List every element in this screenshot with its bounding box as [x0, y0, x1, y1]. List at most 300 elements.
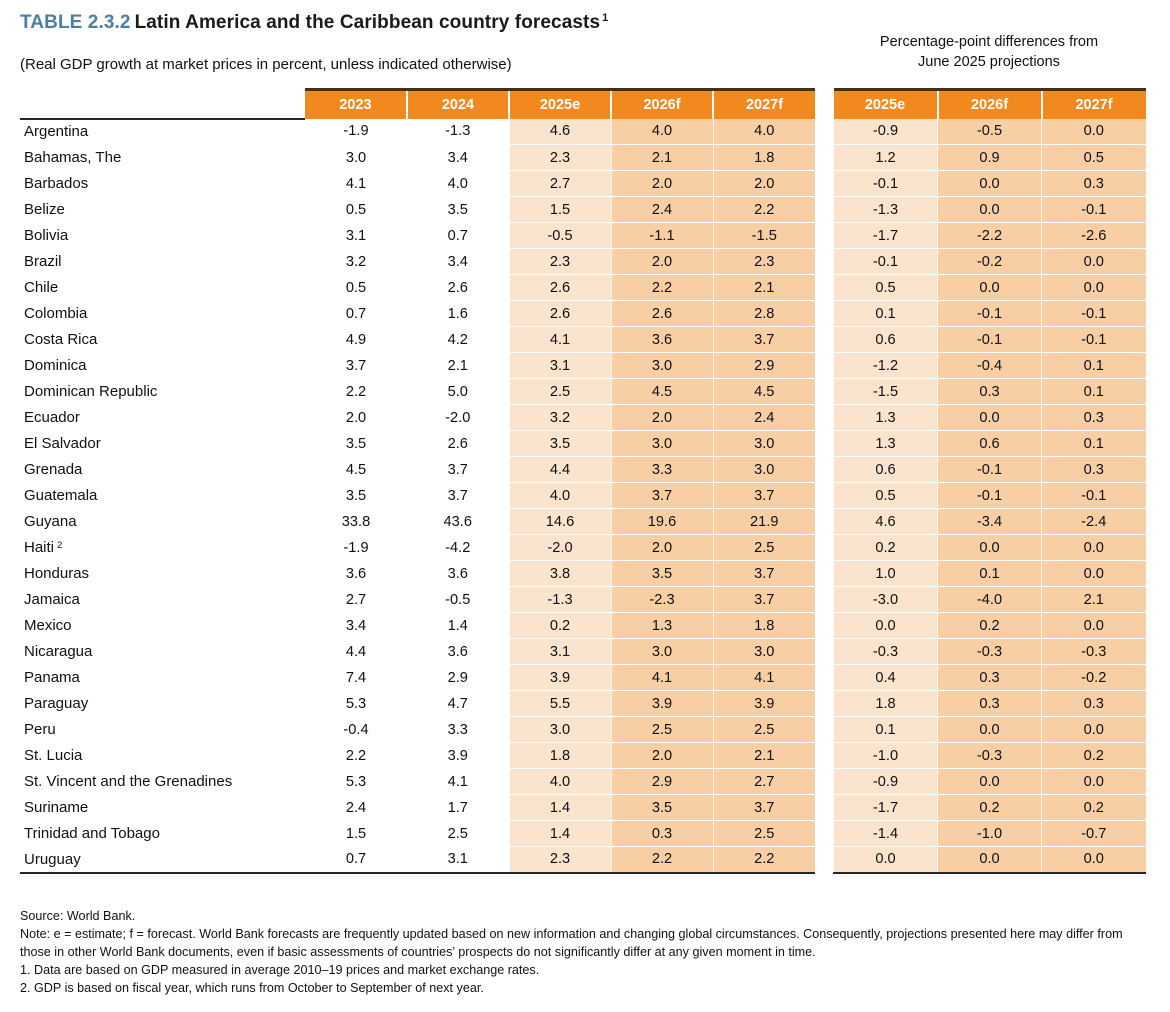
footnote-2: 2. GDP is based on fiscal year, which runs from October to September of next year. [20, 980, 484, 995]
diff-row [834, 821, 1146, 847]
country-name: Chile [20, 275, 305, 301]
country-name: Argentina [20, 119, 305, 145]
column-header-2023: 2023 [305, 90, 407, 119]
value-cell: 4.4 [509, 457, 611, 483]
country-name: Dominican Republic [20, 379, 305, 405]
diff-row [834, 691, 1146, 717]
value-cell: 2.3 [509, 145, 611, 171]
diff-row [834, 535, 1146, 561]
diff-cell: 0.0 [938, 717, 1042, 743]
table-number: TABLE 2.3.2 [20, 12, 131, 33]
value-cell: 3.7 [713, 483, 815, 509]
diff-cell: -0.3 [1042, 639, 1146, 665]
value-cell: 0.7 [305, 847, 407, 873]
value-cell: 3.0 [611, 353, 713, 379]
value-cell: 14.6 [509, 509, 611, 535]
country-name: Jamaica [20, 587, 305, 613]
value-cell: 3.1 [305, 223, 407, 249]
value-cell: 0.2 [509, 613, 611, 639]
diff-cell: -0.3 [938, 743, 1042, 769]
value-cell: 2.4 [611, 197, 713, 223]
country-name: Panama [20, 665, 305, 691]
diff-cell: -4.0 [938, 587, 1042, 613]
value-cell: 3.9 [407, 743, 509, 769]
diff-cell: 0.3 [938, 665, 1042, 691]
value-cell: 4.1 [305, 171, 407, 197]
value-cell: 2.2 [611, 275, 713, 301]
value-cell: 2.6 [509, 301, 611, 327]
value-cell: 3.4 [407, 145, 509, 171]
diff-cell: 1.8 [834, 691, 938, 717]
value-cell: 2.3 [509, 847, 611, 873]
value-cell: 2.5 [713, 717, 815, 743]
diff-cell: 0.0 [1042, 561, 1146, 587]
table-row [20, 249, 815, 275]
diff-cell: -1.4 [834, 821, 938, 847]
diff-cell: -0.1 [1042, 483, 1146, 509]
value-cell: 2.1 [713, 743, 815, 769]
value-cell: 2.6 [611, 301, 713, 327]
value-cell: 3.2 [305, 249, 407, 275]
diff-cell: 0.9 [938, 145, 1042, 171]
value-cell: -1.9 [305, 119, 407, 145]
value-cell: -2.0 [509, 535, 611, 561]
diff-cell: -2.4 [1042, 509, 1146, 535]
value-cell: 4.1 [713, 665, 815, 691]
country-name: Bahamas, The [20, 145, 305, 171]
diff-cell: -0.1 [938, 457, 1042, 483]
value-cell: 3.0 [713, 431, 815, 457]
value-cell: 33.8 [305, 509, 407, 535]
value-cell: -0.4 [305, 717, 407, 743]
country-name: Haiti $^2$ [20, 535, 305, 561]
diff-cell: -0.5 [938, 119, 1042, 145]
value-cell: 4.5 [305, 457, 407, 483]
country-name: Trinidad and Tobago [20, 821, 305, 847]
diff-column-header-2025e: 2025e [834, 90, 938, 119]
table-row [20, 795, 815, 821]
value-cell: 3.4 [305, 613, 407, 639]
country-name: Guyana [20, 509, 305, 535]
value-cell: 3.5 [305, 431, 407, 457]
table-row [20, 535, 815, 561]
diff-table-body [834, 119, 1146, 873]
table-row [20, 119, 815, 145]
value-cell: 3.6 [407, 561, 509, 587]
tables-container [20, 88, 1146, 874]
diff-cell: -0.2 [1042, 665, 1146, 691]
value-cell: 2.0 [611, 249, 713, 275]
country-name: Costa Rica [20, 327, 305, 353]
table-row [20, 197, 815, 223]
value-cell: 3.0 [305, 145, 407, 171]
value-cell: 5.3 [305, 691, 407, 717]
value-cell: 3.1 [509, 353, 611, 379]
diff-cell: 0.0 [938, 197, 1042, 223]
value-cell: 3.7 [305, 353, 407, 379]
diff-row [834, 639, 1146, 665]
diff-cell: 0.5 [834, 275, 938, 301]
diff-row [834, 145, 1146, 171]
diff-cell: -0.1 [938, 483, 1042, 509]
value-cell: 3.2 [509, 405, 611, 431]
table-row [20, 379, 815, 405]
value-cell: 1.8 [713, 145, 815, 171]
diff-cell: 0.0 [938, 171, 1042, 197]
value-cell: 2.1 [611, 145, 713, 171]
diff-cell: -0.1 [1042, 301, 1146, 327]
value-cell: 2.2 [713, 847, 815, 873]
diff-cell: 0.2 [1042, 795, 1146, 821]
diff-cell: 0.1 [834, 717, 938, 743]
table-row [20, 561, 815, 587]
diff-row [834, 301, 1146, 327]
diff-cell: 0.2 [1042, 743, 1146, 769]
diff-row [834, 795, 1146, 821]
value-cell: 5.3 [305, 769, 407, 795]
diff-row [834, 483, 1146, 509]
diff-cell: -2.2 [938, 223, 1042, 249]
diff-cell: -0.9 [834, 769, 938, 795]
table-row [20, 821, 815, 847]
table-row [20, 847, 815, 873]
diff-row [834, 717, 1146, 743]
value-cell: 3.8 [509, 561, 611, 587]
value-cell: 2.9 [407, 665, 509, 691]
value-cell: 4.9 [305, 327, 407, 353]
diff-cell: -0.1 [834, 171, 938, 197]
value-cell: 3.0 [713, 457, 815, 483]
diff-row [834, 613, 1146, 639]
table-row [20, 691, 815, 717]
country-name: Bolivia [20, 223, 305, 249]
value-cell: 4.4 [305, 639, 407, 665]
table-row [20, 509, 815, 535]
diff-cell: -1.5 [834, 379, 938, 405]
diff-header-row [834, 90, 1146, 119]
table-row [20, 483, 815, 509]
value-cell: 0.5 [305, 197, 407, 223]
value-cell: 1.5 [509, 197, 611, 223]
table-row [20, 327, 815, 353]
forecast-table [20, 88, 815, 874]
diff-cell: 0.0 [1042, 769, 1146, 795]
value-cell: 4.1 [509, 327, 611, 353]
forecast-table-body [20, 119, 815, 873]
diff-cell: -1.0 [938, 821, 1042, 847]
diff-cell: 0.1 [1042, 379, 1146, 405]
country-name: St. Vincent and the Grenadines [20, 769, 305, 795]
value-cell: 2.0 [305, 405, 407, 431]
diff-row [834, 223, 1146, 249]
diff-cell: -0.3 [938, 639, 1042, 665]
value-cell: 3.9 [611, 691, 713, 717]
value-cell: 3.6 [611, 327, 713, 353]
value-cell: 3.6 [305, 561, 407, 587]
diff-cell: 0.3 [1042, 691, 1146, 717]
value-cell: 3.5 [407, 197, 509, 223]
table-row [20, 743, 815, 769]
diff-cell: -0.1 [1042, 327, 1146, 353]
value-cell: 0.5 [305, 275, 407, 301]
diff-row [834, 119, 1146, 145]
value-cell: 4.7 [407, 691, 509, 717]
diff-cell: 0.0 [1042, 275, 1146, 301]
diff-cell: 2.1 [1042, 587, 1146, 613]
country-name: Guatemala [20, 483, 305, 509]
value-cell: 3.6 [407, 639, 509, 665]
value-cell: 2.2 [713, 197, 815, 223]
country-name: Dominica [20, 353, 305, 379]
value-cell: 1.5 [305, 821, 407, 847]
value-cell: 2.4 [713, 405, 815, 431]
diff-cell: 0.1 [938, 561, 1042, 587]
diff-cell: 0.3 [1042, 457, 1146, 483]
value-cell: 7.4 [305, 665, 407, 691]
diff-cell: 0.0 [834, 847, 938, 873]
value-cell: 0.7 [407, 223, 509, 249]
diff-cell: -0.7 [1042, 821, 1146, 847]
header-row [20, 90, 815, 119]
diff-row [834, 379, 1146, 405]
diff-row [834, 249, 1146, 275]
diff-cell: 0.3 [1042, 405, 1146, 431]
value-cell: 4.0 [509, 483, 611, 509]
diff-cell: 0.6 [938, 431, 1042, 457]
value-cell: 3.7 [713, 327, 815, 353]
diff-cell: -1.7 [834, 795, 938, 821]
diff-cell: 0.0 [1042, 249, 1146, 275]
diff-cell: 0.6 [834, 327, 938, 353]
table-row [20, 639, 815, 665]
value-cell: 1.4 [509, 821, 611, 847]
table-row [20, 145, 815, 171]
table-title-text: Latin America and the Caribbean country forecasts [134, 12, 601, 33]
value-cell: 3.7 [713, 795, 815, 821]
diff-table [833, 88, 1146, 874]
country-name: El Salvador [20, 431, 305, 457]
country-name: Grenada [20, 457, 305, 483]
value-cell: 3.9 [713, 691, 815, 717]
diff-cell: 0.2 [834, 535, 938, 561]
value-cell: 3.9 [509, 665, 611, 691]
diff-cell: 1.0 [834, 561, 938, 587]
value-cell: 3.0 [509, 717, 611, 743]
diff-row [834, 509, 1146, 535]
column-header-2026f: 2026f [611, 90, 713, 119]
diff-cell: -3.4 [938, 509, 1042, 535]
value-cell: 21.9 [713, 509, 815, 535]
table-row [20, 405, 815, 431]
diff-cell: 0.0 [1042, 717, 1146, 743]
diff-row [834, 743, 1146, 769]
diff-cell: -1.0 [834, 743, 938, 769]
value-cell: 2.6 [407, 431, 509, 457]
diff-cell: 1.2 [834, 145, 938, 171]
table-row [20, 301, 815, 327]
diff-cell: 0.0 [938, 405, 1042, 431]
value-cell: 2.5 [407, 821, 509, 847]
general-note: Note: e = estimate; f = forecast. World Bank forecasts are frequently updated based on new information and changing global circumstances. Consequently, projections presented here may differ from those in other World Bank documents, even if basic assessments of countries’ prospects do not significantly differ at any given moment in time. [20, 926, 1123, 959]
value-cell: 3.5 [509, 431, 611, 457]
table-row [20, 275, 815, 301]
diff-cell: 0.3 [1042, 171, 1146, 197]
diff-group-header [833, 32, 1145, 72]
value-cell: 4.0 [611, 119, 713, 145]
value-cell: 2.0 [611, 405, 713, 431]
diff-cell: -1.7 [834, 223, 938, 249]
diff-cell: -0.1 [938, 327, 1042, 353]
diff-cell: -0.1 [1042, 197, 1146, 223]
value-cell: 2.5 [713, 821, 815, 847]
diff-cell: 4.6 [834, 509, 938, 535]
value-cell: 3.1 [509, 639, 611, 665]
value-cell: 3.5 [611, 795, 713, 821]
table-row [20, 223, 815, 249]
value-cell: 4.1 [407, 769, 509, 795]
diff-cell: 0.0 [834, 613, 938, 639]
diff-row [834, 353, 1146, 379]
country-name: Mexico [20, 613, 305, 639]
diff-row [834, 561, 1146, 587]
value-cell: 3.0 [713, 639, 815, 665]
diff-cell: -1.2 [834, 353, 938, 379]
value-cell: -1.3 [509, 587, 611, 613]
value-cell: 3.3 [611, 457, 713, 483]
value-cell: 2.6 [407, 275, 509, 301]
diff-cell: 0.1 [1042, 431, 1146, 457]
diff-cell: -2.6 [1042, 223, 1146, 249]
value-cell: 2.7 [305, 587, 407, 613]
value-cell: 2.2 [611, 847, 713, 873]
value-cell: 2.7 [713, 769, 815, 795]
table-row [20, 171, 815, 197]
diff-cell: 0.0 [1042, 119, 1146, 145]
diff-cell: -0.2 [938, 249, 1042, 275]
value-cell: 2.0 [611, 743, 713, 769]
table-row [20, 717, 815, 743]
value-cell: 3.7 [611, 483, 713, 509]
value-cell: 3.0 [611, 431, 713, 457]
country-name: Colombia [20, 301, 305, 327]
table-row [20, 431, 815, 457]
value-cell: -1.9 [305, 535, 407, 561]
value-cell: 2.0 [713, 171, 815, 197]
page-title [20, 12, 810, 34]
country-name: Belize [20, 197, 305, 223]
value-cell: -2.0 [407, 405, 509, 431]
diff-header-line1: Percentage-point differences from [879, 34, 1099, 50]
column-header-2027f: 2027f [713, 90, 815, 119]
diff-cell: 0.0 [938, 535, 1042, 561]
table-row [20, 769, 815, 795]
diff-header-line2: June 2025 projections [918, 54, 1060, 70]
value-cell: -0.5 [407, 587, 509, 613]
diff-row [834, 275, 1146, 301]
diff-cell: 0.2 [938, 613, 1042, 639]
diff-row [834, 769, 1146, 795]
value-cell: 3.4 [407, 249, 509, 275]
diff-cell: -3.0 [834, 587, 938, 613]
country-name: Ecuador [20, 405, 305, 431]
value-cell: -2.3 [611, 587, 713, 613]
value-cell: 4.1 [611, 665, 713, 691]
diff-column-header-2027f: 2027f [1042, 90, 1146, 119]
value-cell: 3.5 [611, 561, 713, 587]
value-cell: 5.0 [407, 379, 509, 405]
diff-cell: 0.0 [938, 275, 1042, 301]
value-cell: 2.3 [713, 249, 815, 275]
diff-cell: 0.5 [1042, 145, 1146, 171]
diff-row [834, 197, 1146, 223]
value-cell: -0.5 [509, 223, 611, 249]
diff-cell: -1.3 [834, 197, 938, 223]
value-cell: 2.8 [713, 301, 815, 327]
diff-cell: 0.3 [938, 379, 1042, 405]
diff-cell: 0.0 [938, 769, 1042, 795]
value-cell: 2.5 [611, 717, 713, 743]
country-name: Uruguay [20, 847, 305, 873]
value-cell: -4.2 [407, 535, 509, 561]
diff-cell: -0.3 [834, 639, 938, 665]
value-cell: 2.6 [509, 275, 611, 301]
diff-cell: 0.0 [1042, 847, 1146, 873]
value-cell: 1.7 [407, 795, 509, 821]
value-cell: 2.5 [509, 379, 611, 405]
diff-cell: 1.3 [834, 405, 938, 431]
value-cell: 2.2 [305, 379, 407, 405]
value-cell: 3.3 [407, 717, 509, 743]
diff-row [834, 587, 1146, 613]
value-cell: 2.0 [611, 535, 713, 561]
diff-row [834, 457, 1146, 483]
country-name: Paraguay [20, 691, 305, 717]
value-cell: 2.0 [611, 171, 713, 197]
diff-row [834, 847, 1146, 873]
value-cell: 4.0 [407, 171, 509, 197]
country-footnote-marker: 2 [57, 540, 63, 551]
value-cell: 3.1 [407, 847, 509, 873]
country-name: Peru [20, 717, 305, 743]
value-cell: 1.4 [407, 613, 509, 639]
value-cell: 4.5 [713, 379, 815, 405]
table-row [20, 587, 815, 613]
value-cell: 5.5 [509, 691, 611, 717]
country-name: Suriname [20, 795, 305, 821]
column-header-2025e: 2025e [509, 90, 611, 119]
table-row [20, 665, 815, 691]
value-cell: 2.2 [305, 743, 407, 769]
title-footnote-marker: 1 [602, 12, 609, 24]
title-block [20, 12, 810, 34]
value-cell: 2.3 [509, 249, 611, 275]
value-cell: 1.8 [713, 613, 815, 639]
value-cell: 19.6 [611, 509, 713, 535]
value-cell: -1.5 [713, 223, 815, 249]
value-cell: 3.5 [305, 483, 407, 509]
table-row [20, 613, 815, 639]
value-cell: -1.3 [407, 119, 509, 145]
value-cell: 2.4 [305, 795, 407, 821]
diff-cell: 0.0 [938, 847, 1042, 873]
value-cell: 4.2 [407, 327, 509, 353]
country-column-header [20, 90, 305, 119]
diff-row [834, 171, 1146, 197]
value-cell: 2.9 [611, 769, 713, 795]
value-cell: 2.7 [509, 171, 611, 197]
country-name: Brazil [20, 249, 305, 275]
value-cell: 2.1 [407, 353, 509, 379]
